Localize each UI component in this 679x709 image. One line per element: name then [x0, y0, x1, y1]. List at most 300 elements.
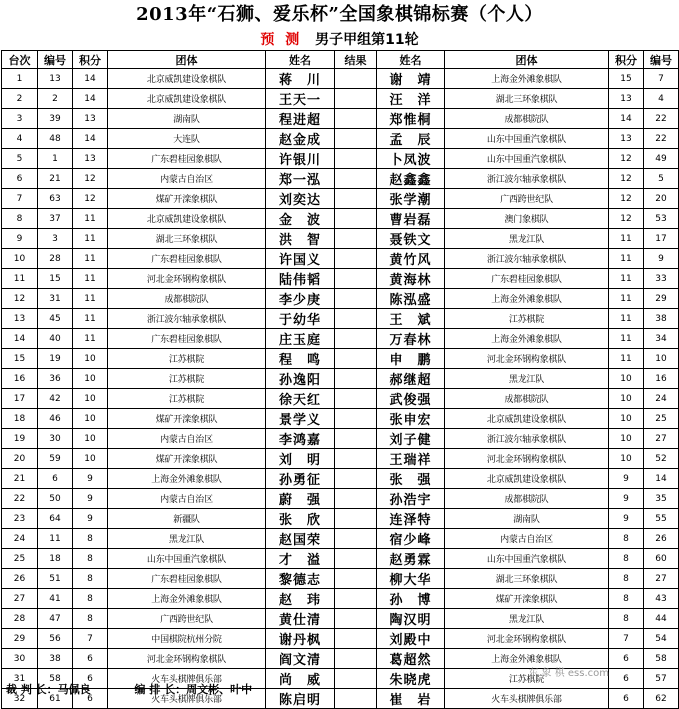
- name-right-cell: 张申宏: [377, 409, 445, 429]
- score-right-cell: 10: [609, 389, 644, 409]
- name-left-cell: 程进超: [266, 109, 335, 129]
- score-right-cell: 10: [609, 369, 644, 389]
- round-label: 男子甲组第11轮: [315, 32, 419, 48]
- name-right-cell: 汪 洋: [377, 89, 445, 109]
- team-left-cell: 湖南队: [108, 109, 266, 129]
- number-left-cell: 11: [38, 529, 73, 549]
- score-right-cell: 12: [609, 209, 644, 229]
- table-row: [2, 209, 679, 229]
- team-right-cell: 黑龙江队: [445, 229, 609, 249]
- team-right-cell: 山东中国重汽象棋队: [445, 149, 609, 169]
- name-left-cell: 赵金成: [266, 129, 335, 149]
- name-right-cell: 刘殿中: [377, 629, 445, 649]
- number-right-cell: 25: [644, 409, 679, 429]
- result-cell: [335, 669, 377, 689]
- score-right-cell: 15: [609, 69, 644, 89]
- number-left-cell: 28: [38, 249, 73, 269]
- team-left-cell: 山东中国重汽象棋队: [108, 549, 266, 569]
- name-right-cell: 陶汉明: [377, 609, 445, 629]
- board-cell: 12: [2, 289, 38, 309]
- number-left-cell: 50: [38, 489, 73, 509]
- table-row: [2, 389, 679, 409]
- score-right-cell: 10: [609, 449, 644, 469]
- team-right-cell: 北京威凯建设象棋队: [445, 409, 609, 429]
- board-cell: 3: [2, 109, 38, 129]
- board-cell: 26: [2, 569, 38, 589]
- team-left-cell: 煤矿开滦象棋队: [108, 189, 266, 209]
- name-left-cell: 赵 玮: [266, 589, 335, 609]
- team-left-cell: 上海金外滩象棋队: [108, 589, 266, 609]
- watermark: 东 象 棋 ess.com: [528, 668, 609, 679]
- number-left-cell: 42: [38, 389, 73, 409]
- name-right-cell: 曹岩磊: [377, 209, 445, 229]
- number-right-cell: 16: [644, 369, 679, 389]
- number-right-cell: 58: [644, 649, 679, 669]
- board-cell: 7: [2, 189, 38, 209]
- score-right-cell: 10: [609, 409, 644, 429]
- score-left-cell: 10: [73, 369, 108, 389]
- table-header-row: [2, 51, 679, 69]
- number-right-cell: 27: [644, 429, 679, 449]
- board-cell: 25: [2, 549, 38, 569]
- name-left-cell: 程 鸣: [266, 349, 335, 369]
- board-cell: 17: [2, 389, 38, 409]
- number-left-cell: 39: [38, 109, 73, 129]
- number-right-cell: 60: [644, 549, 679, 569]
- number-left-cell: 46: [38, 409, 73, 429]
- number-right-cell: 43: [644, 589, 679, 609]
- name-right-cell: 崔 岩: [377, 689, 445, 709]
- score-left-cell: 10: [73, 429, 108, 449]
- name-left-cell: 洪 智: [266, 229, 335, 249]
- score-left-cell: 8: [73, 569, 108, 589]
- number-left-cell: 3: [38, 229, 73, 249]
- table-row: [2, 149, 679, 169]
- team-right-cell: 浙江波尔轴承象棋队: [445, 169, 609, 189]
- result-cell: [335, 449, 377, 469]
- score-left-cell: 14: [73, 69, 108, 89]
- number-right-cell: 29: [644, 289, 679, 309]
- table-row: [2, 549, 679, 569]
- number-left-cell: 36: [38, 369, 73, 389]
- number-left-cell: 2: [38, 89, 73, 109]
- result-cell: [335, 469, 377, 489]
- pairings-table: [1, 50, 679, 709]
- name-left-cell: 金 波: [266, 209, 335, 229]
- number-right-cell: 26: [644, 529, 679, 549]
- col-score-right: 积分: [609, 51, 644, 69]
- team-left-cell: 煤矿开滦象棋队: [108, 449, 266, 469]
- team-right-cell: 黑龙江队: [445, 369, 609, 389]
- score-right-cell: 11: [609, 329, 644, 349]
- team-left-cell: 煤矿开滦象棋队: [108, 409, 266, 429]
- name-right-cell: 卜凤波: [377, 149, 445, 169]
- name-left-cell: 尚 威: [266, 669, 335, 689]
- number-right-cell: 10: [644, 349, 679, 369]
- name-left-cell: 景学义: [266, 409, 335, 429]
- team-left-cell: 江苏棋院: [108, 369, 266, 389]
- score-right-cell: 9: [609, 489, 644, 509]
- chief-referee: 裁 判 长：马佩良: [6, 683, 91, 696]
- team-left-cell: 黑龙江队: [108, 529, 266, 549]
- score-right-cell: 7: [609, 629, 644, 649]
- result-cell: [335, 569, 377, 589]
- name-right-cell: 武俊强: [377, 389, 445, 409]
- board-cell: 6: [2, 169, 38, 189]
- name-left-cell: 郑一泓: [266, 169, 335, 189]
- team-left-cell: 广西跨世纪队: [108, 609, 266, 629]
- table-row: [2, 469, 679, 489]
- team-left-cell: 河北金环钢构象棋队: [108, 649, 266, 669]
- number-left-cell: 21: [38, 169, 73, 189]
- name-left-cell: 刘 明: [266, 449, 335, 469]
- name-right-cell: 黄海林: [377, 269, 445, 289]
- number-left-cell: 48: [38, 129, 73, 149]
- name-left-cell: 黎德志: [266, 569, 335, 589]
- team-right-cell: 成都棋院队: [445, 389, 609, 409]
- team-right-cell: 上海金外滩象棋队: [445, 69, 609, 89]
- name-left-cell: 蒋 川: [266, 69, 335, 89]
- name-left-cell: 孙勇征: [266, 469, 335, 489]
- table-row: [2, 629, 679, 649]
- number-right-cell: 34: [644, 329, 679, 349]
- score-left-cell: 13: [73, 149, 108, 169]
- table-row: [2, 89, 679, 109]
- team-right-cell: 澳门象棋队: [445, 209, 609, 229]
- board-cell: 10: [2, 249, 38, 269]
- score-right-cell: 11: [609, 229, 644, 249]
- table-row: [2, 609, 679, 629]
- number-left-cell: 56: [38, 629, 73, 649]
- table-row: [2, 109, 679, 129]
- result-cell: [335, 149, 377, 169]
- result-cell: [335, 289, 377, 309]
- score-right-cell: 8: [609, 609, 644, 629]
- board-cell: 23: [2, 509, 38, 529]
- board-cell: 11: [2, 269, 38, 289]
- board-cell: 13: [2, 309, 38, 329]
- score-left-cell: 9: [73, 489, 108, 509]
- team-right-cell: 成都棋院队: [445, 109, 609, 129]
- prediction-label: 预 测: [260, 32, 303, 48]
- board-cell: 1: [2, 69, 38, 89]
- team-left-cell: 北京威凯建设象棋队: [108, 69, 266, 89]
- score-right-cell: 8: [609, 569, 644, 589]
- team-left-cell: 浙江波尔轴承象棋队: [108, 309, 266, 329]
- result-cell: [335, 249, 377, 269]
- col-name-right: 姓名: [377, 51, 445, 69]
- number-right-cell: 14: [644, 469, 679, 489]
- score-left-cell: 8: [73, 529, 108, 549]
- name-right-cell: 朱晓虎: [377, 669, 445, 689]
- number-right-cell: 17: [644, 229, 679, 249]
- name-right-cell: 刘子健: [377, 429, 445, 449]
- result-cell: [335, 489, 377, 509]
- number-left-cell: 40: [38, 329, 73, 349]
- number-right-cell: 4: [644, 89, 679, 109]
- number-right-cell: 24: [644, 389, 679, 409]
- col-score-left: 积分: [73, 51, 108, 69]
- result-cell: [335, 529, 377, 549]
- team-left-cell: 内蒙古自治区: [108, 489, 266, 509]
- number-right-cell: 22: [644, 109, 679, 129]
- team-right-cell: 山东中国重汽象棋队: [445, 549, 609, 569]
- score-right-cell: 13: [609, 89, 644, 109]
- number-right-cell: 53: [644, 209, 679, 229]
- name-right-cell: 孙 博: [377, 589, 445, 609]
- number-right-cell: 27: [644, 569, 679, 589]
- number-right-cell: 22: [644, 129, 679, 149]
- team-left-cell: 中国棋院杭州分院: [108, 629, 266, 649]
- table-row: [2, 569, 679, 589]
- table-row: [2, 169, 679, 189]
- col-board: 台次: [2, 51, 38, 69]
- team-left-cell: 湖北三环象棋队: [108, 229, 266, 249]
- table-row: [2, 409, 679, 429]
- number-right-cell: 38: [644, 309, 679, 329]
- number-right-cell: 62: [644, 689, 679, 709]
- team-right-cell: 上海金外滩象棋队: [445, 649, 609, 669]
- result-cell: [335, 89, 377, 109]
- board-cell: 5: [2, 149, 38, 169]
- score-right-cell: 9: [609, 469, 644, 489]
- score-right-cell: 14: [609, 109, 644, 129]
- result-cell: [335, 429, 377, 449]
- name-left-cell: 李鸿嘉: [266, 429, 335, 449]
- col-number-left: 编号: [38, 51, 73, 69]
- team-right-cell: 广西跨世纪队: [445, 189, 609, 209]
- table-row: [2, 429, 679, 449]
- name-right-cell: 柳大华: [377, 569, 445, 589]
- number-left-cell: 15: [38, 269, 73, 289]
- team-left-cell: 成都棋院队: [108, 289, 266, 309]
- score-left-cell: 6: [73, 669, 108, 689]
- result-cell: [335, 649, 377, 669]
- number-right-cell: 55: [644, 509, 679, 529]
- team-right-cell: 河北金环钢构象棋队: [445, 449, 609, 469]
- table-row: [2, 509, 679, 529]
- team-left-cell: 内蒙古自治区: [108, 169, 266, 189]
- name-left-cell: 陆伟韬: [266, 269, 335, 289]
- name-right-cell: 王 斌: [377, 309, 445, 329]
- number-left-cell: 37: [38, 209, 73, 229]
- number-left-cell: 63: [38, 189, 73, 209]
- score-right-cell: 11: [609, 349, 644, 369]
- table-row: [2, 249, 679, 269]
- score-left-cell: 11: [73, 209, 108, 229]
- score-left-cell: 8: [73, 589, 108, 609]
- chief-arranger: 编 排 长：周文彬、叶中: [134, 683, 253, 696]
- table-row: [2, 269, 679, 289]
- result-cell: [335, 409, 377, 429]
- name-left-cell: 张 欣: [266, 509, 335, 529]
- name-left-cell: 才 溢: [266, 549, 335, 569]
- score-left-cell: 11: [73, 269, 108, 289]
- number-left-cell: 47: [38, 609, 73, 629]
- team-left-cell: 上海金外滩象棋队: [108, 469, 266, 489]
- number-left-cell: 19: [38, 349, 73, 369]
- score-right-cell: 8: [609, 549, 644, 569]
- table-row: [2, 309, 679, 329]
- result-cell: [335, 309, 377, 329]
- table-row: [2, 69, 679, 89]
- board-cell: 14: [2, 329, 38, 349]
- score-right-cell: 6: [609, 649, 644, 669]
- name-right-cell: 连泽特: [377, 509, 445, 529]
- team-right-cell: 广东碧桂园象棋队: [445, 269, 609, 289]
- table-row: [2, 529, 679, 549]
- score-left-cell: 10: [73, 349, 108, 369]
- table-row: [2, 589, 679, 609]
- score-left-cell: 11: [73, 289, 108, 309]
- team-left-cell: 江苏棋院: [108, 349, 266, 369]
- name-left-cell: 庄玉庭: [266, 329, 335, 349]
- team-left-cell: 北京威凯建设象棋队: [108, 209, 266, 229]
- score-right-cell: 6: [609, 669, 644, 689]
- board-cell: 8: [2, 209, 38, 229]
- team-left-cell: 北京威凯建设象棋队: [108, 89, 266, 109]
- number-left-cell: 18: [38, 549, 73, 569]
- team-right-cell: 山东中国重汽象棋队: [445, 129, 609, 149]
- number-left-cell: 30: [38, 429, 73, 449]
- team-right-cell: 煤矿开滦象棋队: [445, 589, 609, 609]
- board-cell: 18: [2, 409, 38, 429]
- team-right-cell: 江苏棋院: [445, 669, 609, 689]
- score-right-cell: 8: [609, 589, 644, 609]
- score-left-cell: 11: [73, 329, 108, 349]
- name-right-cell: 郝继超: [377, 369, 445, 389]
- board-cell: 19: [2, 429, 38, 449]
- board-cell: 32: [2, 689, 38, 709]
- score-left-cell: 10: [73, 449, 108, 469]
- number-left-cell: 59: [38, 449, 73, 469]
- number-right-cell: 20: [644, 189, 679, 209]
- number-left-cell: 61: [38, 689, 73, 709]
- number-left-cell: 31: [38, 289, 73, 309]
- team-right-cell: 浙江波尔轴承象棋队: [445, 429, 609, 449]
- name-right-cell: 宿少峰: [377, 529, 445, 549]
- score-left-cell: 7: [73, 629, 108, 649]
- number-right-cell: 9: [644, 249, 679, 269]
- name-left-cell: 黄仕清: [266, 609, 335, 629]
- number-right-cell: 49: [644, 149, 679, 169]
- score-left-cell: 8: [73, 609, 108, 629]
- table-row: [2, 369, 679, 389]
- number-left-cell: 41: [38, 589, 73, 609]
- board-cell: 20: [2, 449, 38, 469]
- name-left-cell: 谢丹枫: [266, 629, 335, 649]
- score-right-cell: 13: [609, 129, 644, 149]
- score-left-cell: 11: [73, 309, 108, 329]
- page-title: 2013年“石狮、爱乐杯”全国象棋锦标赛（个人）: [136, 4, 543, 25]
- team-left-cell: 火车头棋牌俱乐部: [108, 669, 266, 689]
- team-left-cell: 河北金环钢构象棋队: [108, 269, 266, 289]
- result-cell: [335, 109, 377, 129]
- score-right-cell: 11: [609, 309, 644, 329]
- team-right-cell: 内蒙古自治区: [445, 529, 609, 549]
- score-right-cell: 6: [609, 689, 644, 709]
- result-cell: [335, 549, 377, 569]
- board-cell: 31: [2, 669, 38, 689]
- board-cell: 22: [2, 489, 38, 509]
- table-row: [2, 449, 679, 469]
- team-left-cell: 火车头棋牌俱乐部: [108, 689, 266, 709]
- col-name-left: 姓名: [266, 51, 335, 69]
- table-row: [2, 229, 679, 249]
- name-right-cell: 孙浩宇: [377, 489, 445, 509]
- result-cell: [335, 509, 377, 529]
- col-team-left: 团体: [108, 51, 266, 69]
- name-right-cell: 张学潮: [377, 189, 445, 209]
- board-cell: 2: [2, 89, 38, 109]
- team-right-cell: 浙江波尔轴承象棋队: [445, 249, 609, 269]
- team-right-cell: 江苏棋院: [445, 309, 609, 329]
- score-left-cell: 13: [73, 109, 108, 129]
- team-left-cell: 广东碧桂园象棋队: [108, 149, 266, 169]
- number-right-cell: 57: [644, 669, 679, 689]
- col-result: 结果: [335, 51, 377, 69]
- score-left-cell: 12: [73, 189, 108, 209]
- table-row: [2, 649, 679, 669]
- result-cell: [335, 349, 377, 369]
- number-right-cell: 44: [644, 609, 679, 629]
- pairings-body: [2, 69, 679, 709]
- team-left-cell: 广东碧桂园象棋队: [108, 329, 266, 349]
- result-cell: [335, 229, 377, 249]
- team-right-cell: 湖北三环象棋队: [445, 569, 609, 589]
- board-cell: 28: [2, 609, 38, 629]
- score-left-cell: 8: [73, 549, 108, 569]
- name-left-cell: 刘奕达: [266, 189, 335, 209]
- board-cell: 29: [2, 629, 38, 649]
- team-left-cell: 新疆队: [108, 509, 266, 529]
- number-left-cell: 45: [38, 309, 73, 329]
- col-number-right: 编号: [644, 51, 679, 69]
- number-right-cell: 5: [644, 169, 679, 189]
- name-left-cell: 于幼华: [266, 309, 335, 329]
- team-right-cell: 黑龙江队: [445, 609, 609, 629]
- name-right-cell: 谢 靖: [377, 69, 445, 89]
- team-right-cell: 上海金外滩象棋队: [445, 329, 609, 349]
- team-left-cell: 江苏棋院: [108, 389, 266, 409]
- name-left-cell: 阎文清: [266, 649, 335, 669]
- board-cell: 16: [2, 369, 38, 389]
- name-left-cell: 孙逸阳: [266, 369, 335, 389]
- result-cell: [335, 369, 377, 389]
- name-right-cell: 赵鑫鑫: [377, 169, 445, 189]
- score-left-cell: 14: [73, 129, 108, 149]
- score-left-cell: 11: [73, 229, 108, 249]
- name-right-cell: 张 强: [377, 469, 445, 489]
- score-right-cell: 11: [609, 289, 644, 309]
- footer: [6, 681, 292, 697]
- number-right-cell: 7: [644, 69, 679, 89]
- number-left-cell: 38: [38, 649, 73, 669]
- result-cell: [335, 69, 377, 89]
- number-right-cell: 54: [644, 629, 679, 649]
- result-cell: [335, 329, 377, 349]
- result-cell: [335, 209, 377, 229]
- team-left-cell: 大连队: [108, 129, 266, 149]
- table-row: [2, 489, 679, 509]
- name-left-cell: 王天一: [266, 89, 335, 109]
- score-left-cell: 10: [73, 409, 108, 429]
- board-cell: 30: [2, 649, 38, 669]
- team-left-cell: 内蒙古自治区: [108, 429, 266, 449]
- board-cell: 15: [2, 349, 38, 369]
- board-cell: 9: [2, 229, 38, 249]
- score-left-cell: 10: [73, 389, 108, 409]
